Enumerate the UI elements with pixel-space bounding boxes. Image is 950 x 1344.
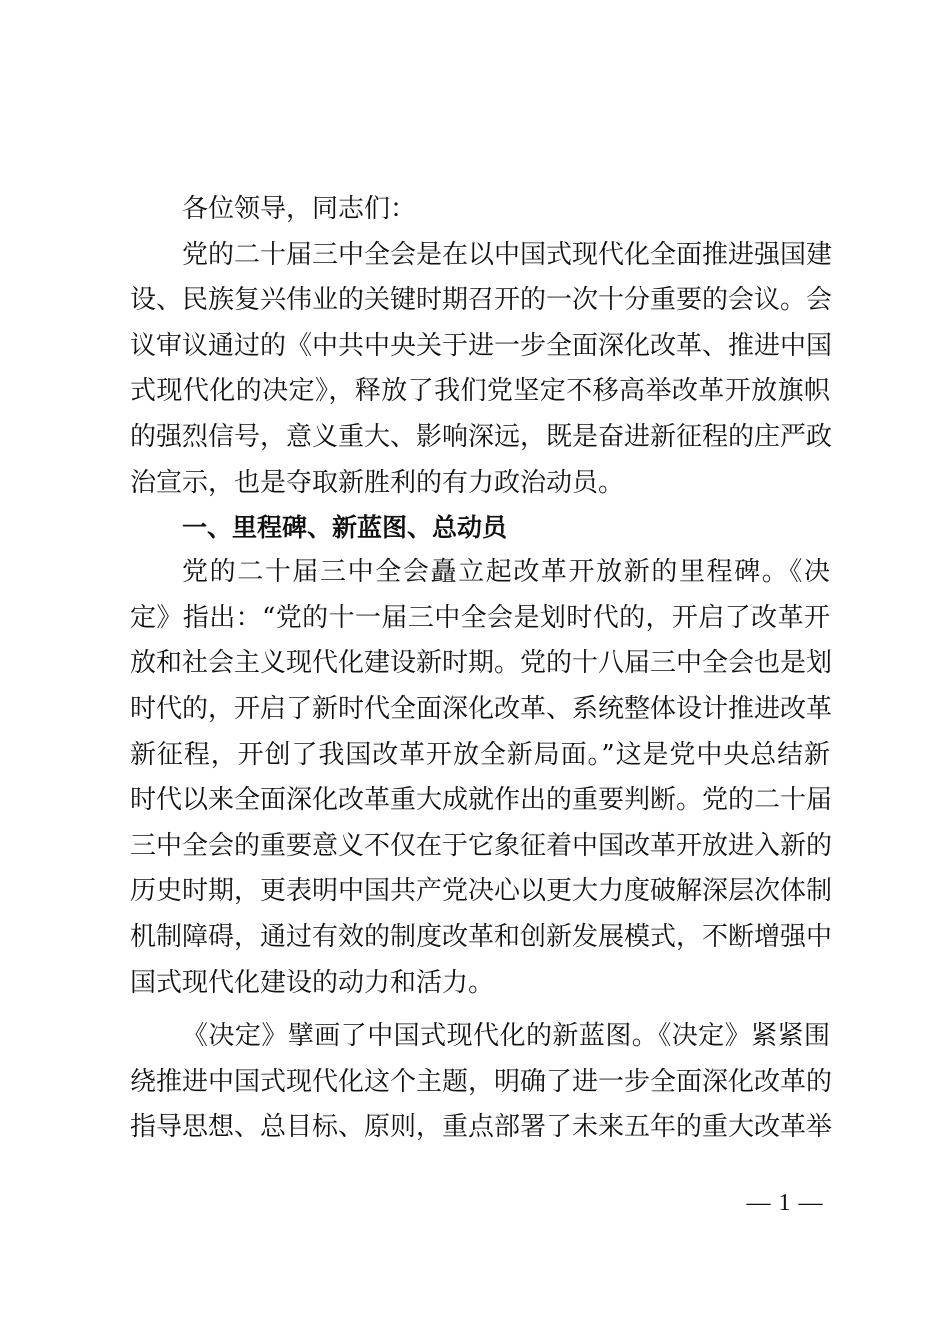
intro-paragraph [130, 233, 833, 507]
paragraph-line: 机制障碍，通过有效的制度改革和创新发展模式，不断增强中 [130, 921, 833, 952]
paragraph-line: 放和社会主义现代化建设新时期。党的十八届三中全会也是划 [130, 648, 833, 679]
paragraph-line: 历史时期，更表明中国共产党决心以更大力度破解深层次体制 [130, 876, 833, 907]
page-number: — 1 — [746, 1190, 824, 1216]
section-1-paragraph-1 [130, 550, 833, 1006]
paragraph-line: 定》指出：“党的十一届三中全会是划时代的，开启了改革开 [130, 602, 830, 633]
paragraph-line: 国式现代化建设的动力和活力。 [130, 967, 495, 998]
paragraph-line: 《决定》擘画了中国式现代化的新蓝图。《决定》紧紧围 [182, 1021, 830, 1052]
paragraph-gap [130, 1006, 830, 1014]
paragraph-line: 三中全会的重要意义不仅在于它象征着中国改革开放进入新的 [130, 830, 833, 861]
paragraph-line: 绕推进中国式现代化这个主题，明确了进一步全面深化改革的 [130, 1066, 833, 1097]
section-1-paragraph-2 [130, 1014, 833, 1151]
paragraph-line: 新征程，开创了我国改革开放全新局面。”这是党中央总结新 [130, 739, 830, 770]
paragraph-line: 议审议通过的《中共中央关于进一步全面深化改革、推进中国 [130, 330, 833, 361]
paragraph-line: 指导思想、总目标、原则，重点部署了未来五年的重大改革举 [130, 1112, 833, 1143]
greeting: 各位领导，同志们： [182, 194, 417, 224]
paragraph-line: 时代的，开启了新时代全面深化改革、系统整体设计推进改革 [130, 693, 833, 724]
paragraph-line: 时代以来全面深化改革重大成就作出的重要判断。党的二十届 [130, 785, 833, 816]
paragraph-line: 设、民族复兴伟业的关键时期召开的一次十分重要的会议。会 [130, 285, 833, 316]
paragraph-line: 党的二十届三中全会矗立起改革开放新的里程碑。《决 [182, 557, 830, 588]
paragraph-line: 的强烈信号，意义重大、影响深远，既是奋进新征程的庄严政 [130, 421, 833, 452]
document-body [130, 187, 833, 1151]
paragraph-line: 党的二十届三中全会是在以中国式现代化全面推进强国建 [182, 239, 833, 270]
paragraph-line: 治宣示，也是夺取新胜利的有力政治动员。 [130, 467, 625, 498]
paragraph-line: 式现代化的决定》，释放了我们党坚定不移高举改革开放旗帜 [130, 376, 830, 407]
section-heading: 一、里程碑、新蓝图、总动员 [182, 513, 508, 543]
